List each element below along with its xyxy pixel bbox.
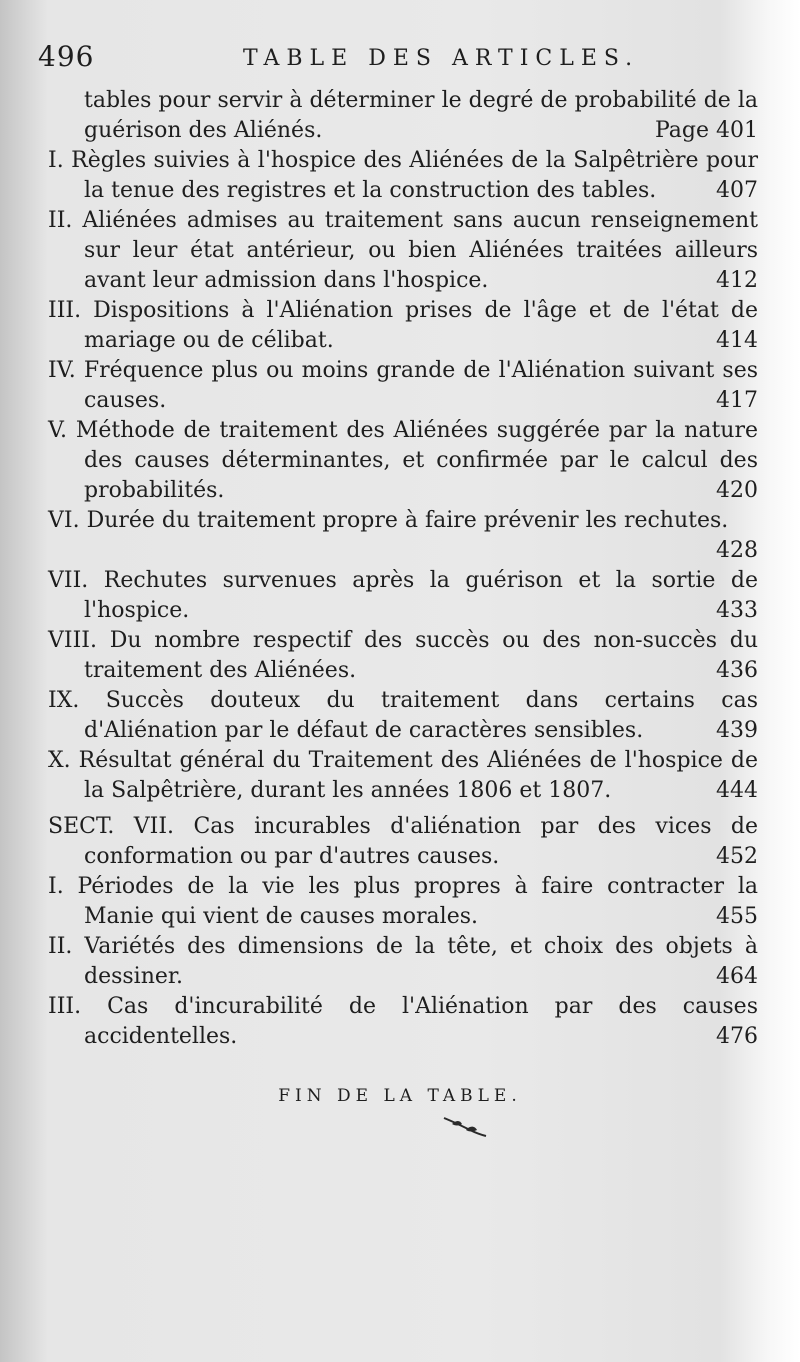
- entry-number: IV.: [48, 358, 76, 383]
- entry-page: 433: [716, 598, 758, 623]
- entry-text: Variétés des dimensions de la tête, et choix des objets à dessiner.: [84, 934, 758, 989]
- entry-page: 439: [716, 718, 758, 743]
- entry-text: Résultat général du Traitement des Aliénées de l'hospice de la Salpêtrière, durant les années 1806 et 1807.: [78, 748, 758, 803]
- toc-entry: [48, 296, 758, 356]
- entry-text: Périodes de la vie les plus propres à faire contracter la Manie qui vient de causes morales.: [77, 874, 758, 929]
- toc-entry: [48, 146, 758, 206]
- entry-page: 464: [716, 964, 758, 989]
- entry-number: X.: [48, 748, 71, 773]
- toc-entry: [48, 416, 758, 506]
- entry-number: SECT. VII.: [48, 814, 175, 839]
- header-title: TABLE DES ARTICLES.: [243, 46, 640, 71]
- entry-page: 428: [716, 538, 758, 563]
- fleuron-ornament-icon: [440, 1114, 490, 1138]
- entry-text: Cas incurables d'aliénation par des vices de conformation ou par d'autres causes.: [84, 814, 758, 869]
- entry-page: 417: [716, 388, 758, 413]
- end-of-table-text: FIN DE LA TABLE.: [278, 1086, 522, 1106]
- entry-number: I.: [48, 874, 64, 899]
- entry-page: 407: [716, 178, 758, 203]
- toc-entry: [48, 746, 758, 806]
- toc-entry: [48, 206, 758, 296]
- entry-text: Règles suivies à l'hospice des Aliénées de la Salpêtrière pour la tenue des registres et la construction des tables.: [71, 148, 759, 203]
- entry-page: 444: [716, 778, 758, 803]
- toc-entry: [48, 356, 758, 416]
- toc-entry: [48, 566, 758, 626]
- running-head: [38, 40, 760, 76]
- entry-number: I.: [48, 148, 64, 173]
- toc-entry: [48, 872, 758, 932]
- toc-entry: [48, 86, 758, 146]
- entry-text: Aliénées admises au traitement sans aucun renseignement sur leur état antérieur, ou bien Aliénées traitées ailleurs avant leur admission dans l'hospice.: [82, 208, 758, 293]
- entry-page: 414: [716, 328, 758, 353]
- entry-text: Fréquence plus ou moins grande de l'Aliénation suivant ses causes.: [83, 358, 759, 413]
- page-number: 496: [38, 40, 95, 73]
- entry-page: 436: [716, 658, 758, 683]
- entry-number: VII.: [48, 568, 89, 593]
- entry-text: Rechutes survenues après la guérison et la sortie de l'hospice.: [84, 568, 758, 623]
- entry-number: III.: [48, 298, 82, 323]
- entry-page: 455: [716, 904, 758, 929]
- toc-entry: [48, 626, 758, 686]
- entry-number: III.: [48, 994, 82, 1019]
- entry-number: II.: [48, 934, 73, 959]
- toc-entry: [48, 686, 758, 746]
- entry-text: tables pour servir à déterminer le degré de probabilité de la guérison des Aliénés.: [84, 88, 758, 143]
- entry-text: Durée du traitement propre à faire prévenir les rechutes.: [86, 508, 729, 533]
- entry-page: 452: [716, 844, 758, 869]
- entry-page: 476: [716, 1024, 758, 1049]
- entry-text: Succès douteux du traitement dans certains cas d'Aliénation par le défaut de caractères sensibles.: [84, 688, 758, 743]
- toc-section-entry: [48, 812, 758, 872]
- toc-entry: [48, 992, 758, 1052]
- toc-entry: [48, 506, 758, 566]
- entry-text: Dispositions à l'Aliénation prises de l'âge et de l'état de mariage ou de célibat.: [84, 298, 758, 353]
- entry-text: Du nombre respectif des succès ou des non-succès du traitement des Aliénées.: [84, 628, 758, 683]
- toc-entry: [48, 932, 758, 992]
- entry-number: VIII.: [48, 628, 97, 653]
- entry-number: VI.: [48, 508, 80, 533]
- entry-number: II.: [48, 208, 73, 233]
- entry-text: Cas d'incurabilité de l'Aliénation par des causes accidentelles.: [84, 994, 758, 1049]
- entry-text: Méthode de traitement des Aliénées suggérée par la nature des causes déterminantes, et confirmée par le calcul des probabilités.: [75, 418, 759, 503]
- entry-page: Page 401: [654, 118, 758, 143]
- entry-page: 412: [716, 268, 758, 293]
- entry-number: V.: [48, 418, 68, 443]
- entry-number: IX.: [48, 688, 80, 713]
- entry-page: 420: [716, 478, 758, 503]
- table-of-contents: [48, 86, 758, 1052]
